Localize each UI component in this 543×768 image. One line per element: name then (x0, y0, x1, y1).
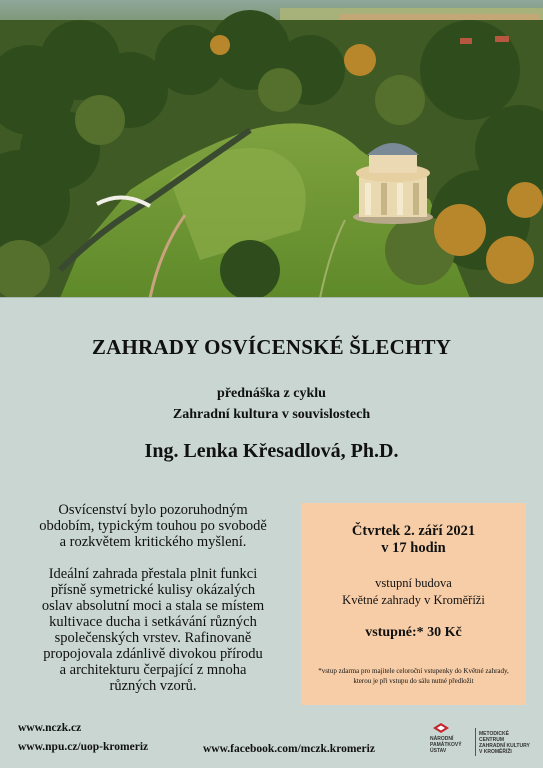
npu-logo-line: ÚSTAV (430, 748, 447, 754)
description-line: společenských vrstev. Rafinovaně (54, 630, 252, 646)
note-line-2: kterou je při vstupu do sálu nutné předložit (353, 677, 474, 685)
garden-aerial-photo (0, 0, 543, 298)
description-line: obdobím, typickým touhou po svobodě (39, 518, 267, 534)
facebook-link[interactable]: www.facebook.com/mczk.kromeriz (203, 743, 375, 755)
logo-divider (475, 728, 476, 756)
description-line: a rozkvětem kritického myšlení. (59, 534, 247, 550)
event-time: v 17 hodin (381, 540, 446, 556)
mc-logo-line: METODICKÉ CENTRUM (479, 731, 509, 743)
event-venue (301, 575, 526, 609)
event-info-box (301, 503, 526, 705)
description-paragraph-2 (18, 566, 288, 694)
description-line: oslav absolutní moci a stala se místem (41, 598, 265, 614)
mc-logo-text (479, 731, 535, 755)
lecture-description (18, 502, 288, 694)
description-line: kultivace ducha i setkávání různých (49, 614, 257, 630)
mc-logo-line: V KROMĚŘÍŽI (479, 749, 512, 755)
npu-logo-text (430, 736, 462, 754)
description-line: přísně symetrické kulisy okázalých (50, 582, 256, 598)
description-line: Osvícenství bylo pozoruhodným (58, 502, 248, 518)
event-date-text: Čtvrtek 2. září 2021 (351, 523, 476, 539)
npu-logo-line: NÁRODNÍ (430, 736, 454, 742)
note-line-1: *vstup zdarma pro majitele celoroční vstupenky do Květné zahrady, (318, 667, 509, 675)
cycle-name: Zahradní kultura v souvislostech (172, 407, 371, 422)
admission-fee: vstupné:* 30 Kč (365, 625, 462, 640)
description-line: a architekturu čerpající z mnoha (59, 662, 247, 678)
partner-logos (430, 722, 535, 758)
poster-title: ZAHRADY OSVÍCENSKÉ ŠLECHTY (91, 335, 452, 359)
nczk-website-link[interactable]: www.nczk.cz (18, 722, 82, 734)
npu-website-link[interactable]: www.npu.cz/uop-kromeriz (18, 741, 149, 753)
npu-logo-line: PAMÁTKOVÝ (430, 742, 462, 748)
description-line: různých vzorů. (109, 678, 197, 694)
venue-line-1: vstupní budova (375, 576, 452, 590)
cycle-intro: přednáška z cyklu (217, 386, 326, 401)
mc-logo-line: ZAHRADNÍ KULTURY (479, 743, 530, 749)
admission-note (307, 666, 520, 686)
description-line: propojovala zdánlivě divokou přírodu (43, 646, 263, 662)
event-date (301, 523, 526, 557)
lecturer-name: Ing. Lenka Křesadlová, Ph.D. (144, 440, 399, 462)
description-paragraph-1 (18, 502, 288, 550)
venue-line-2: Květné zahrady v Kroměříži (342, 593, 485, 607)
npu-logo (430, 722, 474, 758)
description-line: Ideální zahrada přestala plnit funkci (48, 566, 258, 582)
npu-emblem-icon (432, 722, 450, 735)
